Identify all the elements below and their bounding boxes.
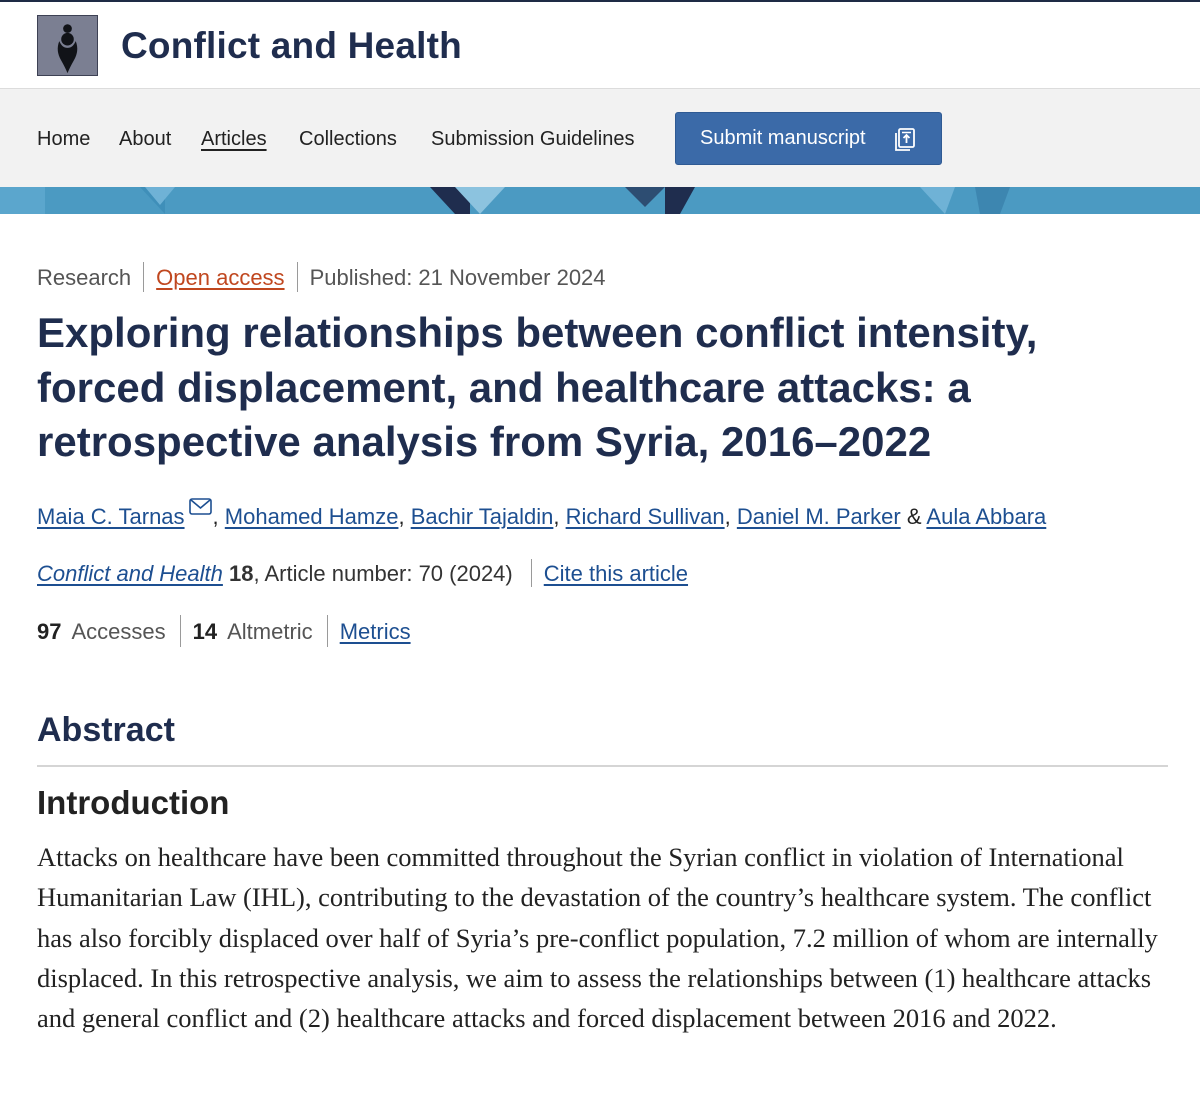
- article-title: Exploring relationships between conflict intensity, forced displacement, and healthcare attacks: a retrospective analysis from Syria, 2016–2022: [37, 309, 1038, 465]
- accesses-label: Accesses: [71, 619, 166, 644]
- citation-line: [37, 559, 688, 589]
- article-number: , Article number: 70 (2024): [253, 561, 513, 586]
- author-separator: ,: [724, 504, 731, 529]
- author-link[interactable]: Mohamed Hamze: [224, 504, 399, 529]
- divider: [531, 559, 532, 587]
- article-meta: [37, 264, 606, 292]
- article-type: Research: [37, 265, 132, 290]
- nav-collections[interactable]: Collections: [299, 128, 397, 150]
- altmetric-count: 14: [192, 619, 218, 644]
- published-date: Published: 21 November 2024: [309, 265, 606, 290]
- journal-logo[interactable]: [37, 15, 98, 76]
- divider: [297, 262, 298, 292]
- author-separator: ,: [398, 504, 405, 529]
- author-link[interactable]: Aula Abbara: [926, 504, 1047, 529]
- author-and: &: [906, 504, 922, 529]
- nav-about[interactable]: About: [119, 128, 172, 150]
- author-separator: ,: [212, 504, 219, 529]
- abstract-divider: [37, 765, 1168, 767]
- author-link[interactable]: Bachir Tajaldin: [410, 504, 554, 529]
- altmetric-label: Altmetric: [227, 619, 313, 644]
- nav-home[interactable]: Home: [37, 128, 91, 150]
- submit-manuscript-button[interactable]: [675, 112, 942, 165]
- volume-number: 18: [229, 561, 254, 586]
- main-nav: [0, 88, 1200, 187]
- abstract-introduction-text: Attacks on healthcare have been committed throughout the Syrian conflict in violation of International Humanitarian Law (IHL), contributing to the devastation of the country’s healthcare system. The conflict has also forcibly displaced over half of Syria’s pre-conflict population, 7.2 million of whom are internally displaced. In this retrospective analysis, we aim to assess the relationships between (1) healthcare attacks and general conflict and (2) healthcare attacks and forced displacement between 2016 and 2022.: [37, 842, 1158, 1034]
- open-access-link[interactable]: Open access: [156, 265, 285, 290]
- decorative-banner: [0, 187, 1200, 214]
- nav-articles[interactable]: Articles: [201, 128, 267, 150]
- author-link[interactable]: Daniel M. Parker: [736, 504, 901, 529]
- divider: [180, 615, 181, 647]
- submit-manuscript-label: Submit manuscript: [700, 127, 866, 149]
- nav-submission-guidelines[interactable]: Submission Guidelines: [431, 128, 635, 150]
- envelope-icon[interactable]: [189, 498, 213, 515]
- metrics-bar: [37, 617, 411, 647]
- external-link-icon: [894, 126, 920, 152]
- introduction-heading: Introduction: [37, 784, 230, 821]
- divider: [143, 262, 144, 292]
- logo-figure-icon: [38, 16, 97, 75]
- journal-header: [0, 2, 1200, 88]
- cite-this-article-link[interactable]: Cite this article: [543, 561, 689, 586]
- accesses-count: 97: [37, 619, 62, 644]
- author-link[interactable]: Maia C. Tarnas: [37, 504, 185, 529]
- journal-link[interactable]: Conflict and Health: [37, 561, 223, 586]
- divider: [327, 615, 328, 647]
- author-link[interactable]: Richard Sullivan: [565, 504, 725, 529]
- abstract-heading: Abstract: [37, 711, 175, 749]
- author-list: [37, 498, 1046, 532]
- metrics-link[interactable]: Metrics: [339, 619, 411, 644]
- journal-title[interactable]: Conflict and Health: [121, 25, 462, 66]
- author-separator: ,: [553, 504, 560, 529]
